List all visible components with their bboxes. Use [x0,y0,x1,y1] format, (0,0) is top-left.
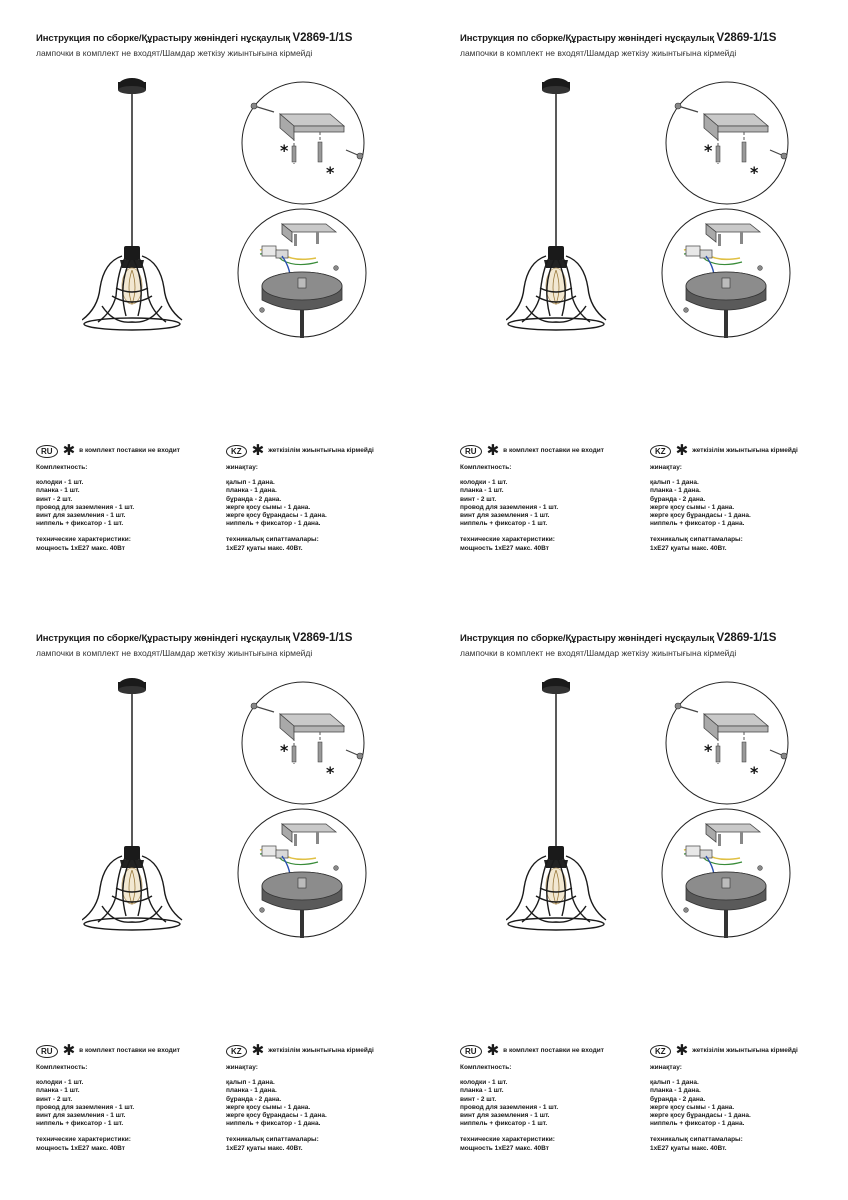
asterisk-icon: ✱ [62,1042,76,1059]
kit-item: жерге қосу бұрандасы - 1 дана. [650,1112,751,1120]
sheet-title [36,32,352,44]
asterisk-icon: ✱ [251,1042,265,1059]
model-number: V2869-1/1S [292,632,353,644]
pendant-lamp-illustration [82,74,192,344]
spec-value: мощность 1хЕ27 макс. 40Вт [460,1144,549,1152]
not-included-text: в комплект поставки не входит [79,446,180,454]
kit-title: Комплектность: [36,464,88,471]
kit-item: планка - 1 шт. [36,487,80,495]
kit-items-list [650,479,830,528]
kit-item: ниппель + фиксатор - 1 дана. [650,520,745,528]
kit-item: жерге қосу сымы - 1 дана. [226,1103,311,1111]
svg-text:*: * [750,163,759,182]
ru-language-badge: RU [36,1045,58,1058]
kit-item: винт - 2 шт. [36,1095,73,1103]
kit-item: винт - 2 шт. [36,495,73,503]
kit-item: қалып - 1 дана. [226,479,275,487]
kz-section [650,444,830,553]
asterisk-icon: ✱ [62,442,76,459]
kit-item: жерге қосу сымы - 1 дана. [650,1103,735,1111]
asterisk-icon: ✱ [675,1042,689,1059]
kit-item: планка - 1 шт. [36,1087,80,1095]
kit-item: планка - 1 шт. [460,487,504,495]
kit-item: жерге қосу бұрандасы - 1 дана. [650,512,751,520]
kit-item: провод для заземления - 1 шт. [460,503,559,511]
kit-item: винт для заземления - 1 шт. [36,1112,126,1120]
sheet-title [460,32,776,44]
kz-section [226,1044,406,1153]
kz-language-badge: KZ [650,445,671,458]
kit-item: провод для заземления - 1 шт. [36,503,135,511]
kz-language-badge: KZ [650,1045,671,1058]
kit-item: бұранда - 2 дана. [650,1095,706,1103]
kit-item: бұранда - 2 дана. [650,495,706,503]
spec-value: 1хЕ27 қуаты макс. 40Вт. [650,1144,727,1152]
kit-items-list [226,1079,406,1128]
model-number: V2869-1/1S [716,632,777,644]
wiring-canopy-diagram [656,806,796,940]
svg-text:*: * [704,741,713,760]
spec-title: технические характеристики: [460,1136,555,1144]
sheet-title [460,632,776,644]
spec-title: техникалық сипаттамалары: [650,536,743,544]
svg-text:*: * [704,141,713,160]
kit-item: бұранда - 2 дана. [226,495,282,503]
bracket-mounting-diagram [236,680,370,806]
kit-items-list [226,479,406,528]
ru-section [460,444,635,553]
spec-value: мощность 1хЕ27 макс. 40Вт [36,544,125,552]
kit-item: провод для заземления - 1 шт. [36,1103,135,1111]
kit-item: колодки - 1 шт. [36,479,84,487]
kit-item: колодки - 1 шт. [36,1079,84,1087]
kit-item: винт - 2 шт. [460,1095,497,1103]
ru-header [460,444,635,458]
model-number: V2869-1/1S [716,32,777,44]
spec-value: 1хЕ27 қуаты макс. 40Вт. [226,544,303,552]
pendant-lamp-illustration [506,674,616,944]
kz-section [650,1044,830,1153]
model-number: V2869-1/1S [292,32,353,44]
pendant-lamp-illustration [506,74,616,344]
kit-title: Комплектность: [460,1064,512,1071]
asterisk-icon: ✱ [486,442,500,459]
not-included-text: жеткізілім жиынтығына кірмейді [268,1046,374,1054]
kit-item: ниппель + фиксатор - 1 шт. [36,520,124,528]
kit-title: Комплектность: [36,1064,88,1071]
kit-title: жинақтау: [226,464,258,471]
title-text: Инструкция по сборке/Құрастыру жөніндегі нұсқаулық [460,33,714,44]
bracket-mounting-diagram [236,80,370,206]
kit-item: жерге қосу сымы - 1 дана. [226,503,311,511]
ru-language-badge: RU [460,445,482,458]
kit-item: қалып - 1 дана. [650,1079,699,1087]
kit-title: жинақтау: [226,1064,258,1071]
kit-item: ниппель + фиксатор - 1 шт. [460,520,548,528]
kit-item: планка - 1 шт. [460,1087,504,1095]
instruction-sheet [0,600,424,1200]
pendant-lamp-illustration [82,674,192,944]
kz-header [226,444,406,458]
kit-items-list [36,1079,211,1128]
svg-text:*: * [280,741,289,760]
kz-header [650,444,830,458]
ru-section [460,1044,635,1153]
spec-title: техникалық сипаттамалары: [650,1136,743,1144]
spec-title: технические характеристики: [36,536,131,544]
kit-item: планка - 1 дана. [226,487,277,495]
kz-header [650,1044,830,1058]
kit-title: жинақтау: [650,1064,682,1071]
kit-item: ниппель + фиксатор - 1 дана. [226,520,321,528]
svg-text:*: * [280,141,289,160]
kit-title: Комплектность: [460,464,512,471]
asterisk-icon: ✱ [251,442,265,459]
kit-item: жерге қосу бұрандасы - 1 дана. [226,1112,327,1120]
svg-text:*: * [326,763,335,782]
kz-language-badge: KZ [226,445,247,458]
kit-item: жерге қосу сымы - 1 дана. [650,503,735,511]
asterisk-icon: ✱ [675,442,689,459]
wiring-canopy-diagram [656,206,796,340]
not-included-text: в комплект поставки не входит [503,1046,604,1054]
kit-title: жинақтау: [650,464,682,471]
kz-section [226,444,406,553]
spec-value: мощность 1хЕ27 макс. 40Вт [460,544,549,552]
kit-item: винт для заземления - 1 шт. [460,512,550,520]
instruction-sheet [424,0,848,600]
ru-section [36,444,211,553]
spec-title: технические характеристики: [36,1136,131,1144]
kit-item: винт для заземления - 1 шт. [460,1112,550,1120]
kit-item: колодки - 1 шт. [460,479,508,487]
kit-item: планка - 1 дана. [650,487,701,495]
kit-item: ниппель + фиксатор - 1 дана. [226,1120,321,1128]
kz-header [226,1044,406,1058]
bracket-mounting-diagram [660,80,794,206]
title-text: Инструкция по сборке/Құрастыру жөніндегі нұсқаулық [460,633,714,644]
kit-item: ниппель + фиксатор - 1 шт. [36,1120,124,1128]
kit-item: колодки - 1 шт. [460,1079,508,1087]
ru-language-badge: RU [36,445,58,458]
kit-item: ниппель + фиксатор - 1 дана. [650,1120,745,1128]
kit-items-list [460,479,635,528]
kit-item: провод для заземления - 1 шт. [460,1103,559,1111]
spec-title: техникалық сипаттамалары: [226,536,319,544]
bulbs-not-included-note: лампочки в комплект не входят/Шамдар жеткізу жиынтығына кірмейді [460,48,737,58]
spec-value: 1хЕ27 қуаты макс. 40Вт. [226,1144,303,1152]
kit-items-list [460,1079,635,1128]
kit-item: бұранда - 2 дана. [226,1095,282,1103]
not-included-text: в комплект поставки не входит [503,446,604,454]
spec-title: техникалық сипаттамалары: [226,1136,319,1144]
kit-item: винт - 2 шт. [460,495,497,503]
ru-header [460,1044,635,1058]
kit-item: қалып - 1 дана. [650,479,699,487]
not-included-text: в комплект поставки не входит [79,1046,180,1054]
bulbs-not-included-note: лампочки в комплект не входят/Шамдар жеткізу жиынтығына кірмейді [460,648,737,658]
svg-text:*: * [326,163,335,182]
title-text: Инструкция по сборке/Құрастыру жөніндегі нұсқаулық [36,33,290,44]
bulbs-not-included-note: лампочки в комплект не входят/Шамдар жеткізу жиынтығына кірмейді [36,48,313,58]
spec-value: мощность 1хЕ27 макс. 40Вт [36,1144,125,1152]
kit-item: планка - 1 дана. [226,1087,277,1095]
bracket-mounting-diagram [660,680,794,806]
ru-header [36,1044,211,1058]
title-text: Инструкция по сборке/Құрастыру жөніндегі нұсқаулық [36,633,290,644]
wiring-canopy-diagram [232,806,372,940]
kit-items-list [650,1079,830,1128]
not-included-text: жеткізілім жиынтығына кірмейді [692,1046,798,1054]
spec-value: 1хЕ27 қуаты макс. 40Вт. [650,544,727,552]
ru-section [36,1044,211,1153]
kit-item: планка - 1 дана. [650,1087,701,1095]
sheet-title [36,632,352,644]
kit-items-list [36,479,211,528]
kit-item: қалып - 1 дана. [226,1079,275,1087]
ru-header [36,444,211,458]
not-included-text: жеткізілім жиынтығына кірмейді [268,446,374,454]
spec-title: технические характеристики: [460,536,555,544]
kz-language-badge: KZ [226,1045,247,1058]
ru-language-badge: RU [460,1045,482,1058]
bulbs-not-included-note: лампочки в комплект не входят/Шамдар жеткізу жиынтығына кірмейді [36,648,313,658]
kit-item: ниппель + фиксатор - 1 шт. [460,1120,548,1128]
asterisk-icon: ✱ [486,1042,500,1059]
svg-text:*: * [750,763,759,782]
instruction-sheet [424,600,848,1200]
wiring-canopy-diagram [232,206,372,340]
kit-item: винт для заземления - 1 шт. [36,512,126,520]
instruction-sheet [0,0,424,600]
kit-item: жерге қосу бұрандасы - 1 дана. [226,512,327,520]
not-included-text: жеткізілім жиынтығына кірмейді [692,446,798,454]
